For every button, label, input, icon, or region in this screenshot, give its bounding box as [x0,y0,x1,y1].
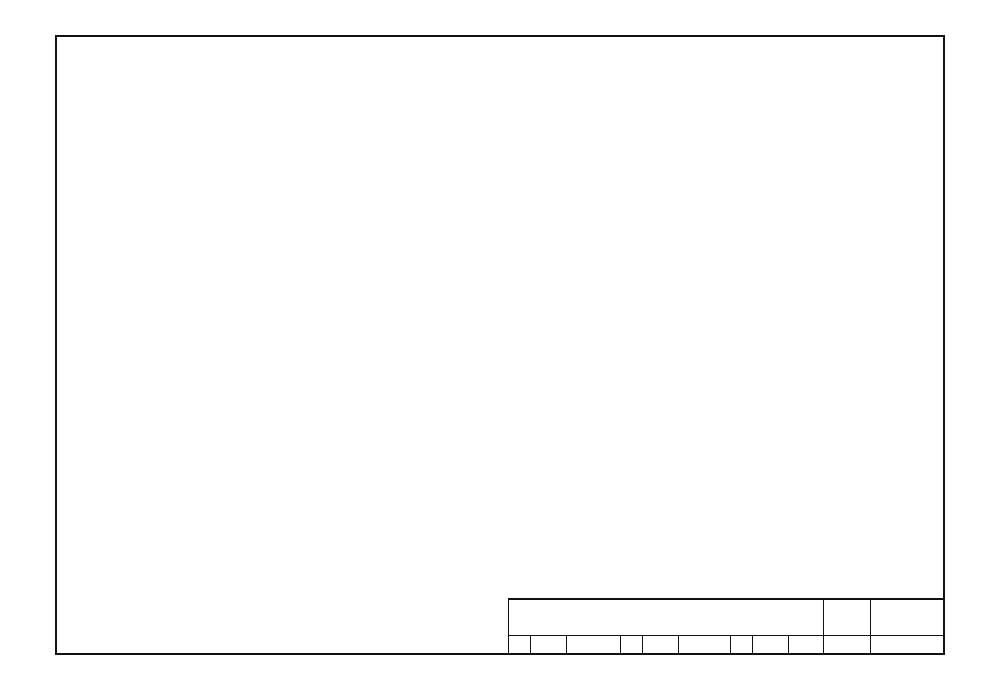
drawing-title [509,600,824,635]
page-label [824,636,871,655]
designer-name [753,636,789,655]
designer-signature [789,636,824,655]
drawing-frame [55,35,945,655]
checker-name [643,636,679,655]
checker-signature [679,636,731,655]
reviewer-signature [567,636,621,655]
title-block [508,598,944,655]
atlas-number [871,600,945,635]
page-number-cell [871,636,945,655]
design-label [731,636,753,655]
review-label [509,636,531,655]
check-label [621,636,643,655]
atlas-label [824,600,871,635]
reviewer-name [531,636,567,655]
